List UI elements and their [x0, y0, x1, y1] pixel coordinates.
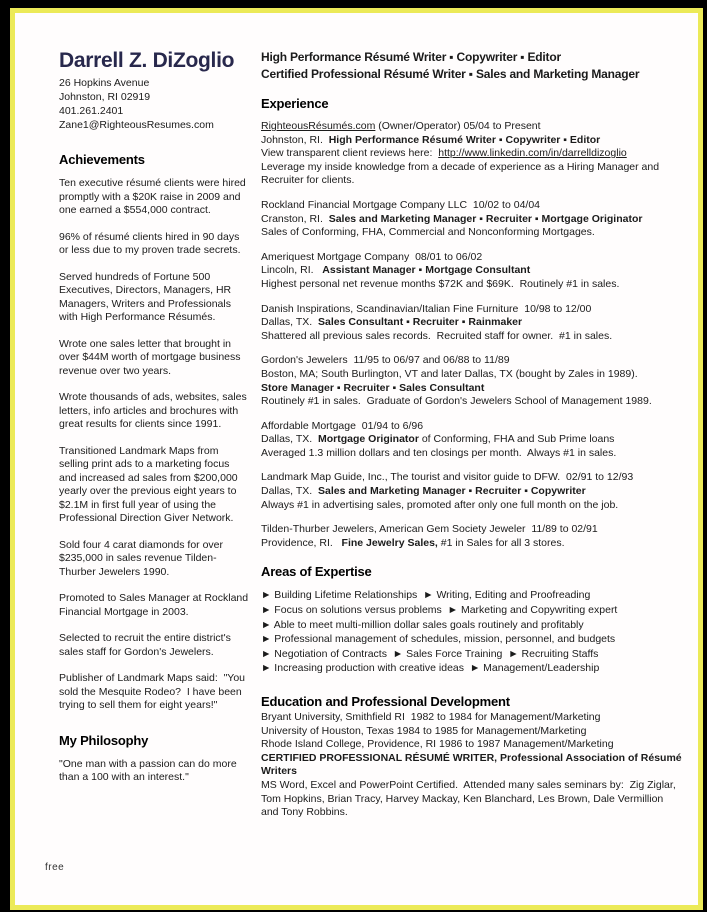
linkedin-link[interactable]: http://www.linkedin.com/in/darrelldizoglio	[438, 147, 627, 160]
achievement-paragraph: Selected to recruit the entire district's sales staff for Gordon's Jewelers.	[59, 632, 234, 658]
job-location: Dallas, TX.	[261, 316, 318, 329]
job-role-line	[261, 433, 682, 447]
job-company-line: Ameriquest Mortgage Company 08/01 to 06/02	[261, 250, 483, 263]
job-location: Dallas, TX.	[261, 433, 318, 446]
job-entry-danish-inspirations	[261, 303, 682, 344]
job-role: Sales and Marketing Manager ▪ Recruiter ▪ Mortgage Originator	[328, 212, 643, 225]
achievement-paragraph: Ten executive résumé clients were hired promptly with a $20K raise in 2009 and one earned a $554,000 contract.	[59, 177, 249, 216]
job-location-line: Boston, MA; South Burlington, VT and later Dallas, TX (bought by Zales in 1989).	[261, 367, 638, 380]
expertise-item: ► Professional management of schedules, mission, personnel, and budgets	[261, 633, 616, 646]
experience-heading: Experience	[261, 96, 329, 111]
education-line: Rhode Island College, Providence, RI 1986 to 1987 Management/Marketing	[261, 738, 614, 751]
job-role-line	[261, 134, 682, 148]
job-description: Routinely #1 in sales. Graduate of Gordon's Jewelers School of Management 1989.	[261, 395, 652, 408]
job-company-line: Landmark Map Guide, Inc., The tourist and visitor guide to DFW. 02/91 to 12/93	[261, 471, 634, 484]
email-address: Zane1@RighteousResumes.com	[59, 119, 214, 131]
job-entry-gordons-jewelers	[261, 354, 682, 408]
job-entry-righteousresumes	[261, 120, 682, 188]
job-entry-tilden-thurber	[261, 523, 682, 550]
job-role: High Performance Résumé Writer ▪ Copywriter ▪ Editor	[328, 133, 601, 146]
job-role-rest: of Conforming, FHA and Sub Prime loans	[418, 433, 615, 446]
expertise-item: ► Increasing production with creative ideas ► Management/Leadership	[261, 662, 600, 675]
achievement-paragraph: 96% of résumé clients hired in 90 days or less due to my proven trade secrets.	[59, 230, 243, 256]
job-description: Averaged 1.3 million dollars and ten closings per month. Always #1 in sales.	[261, 446, 617, 459]
job-entry-landmark-map-guide	[261, 471, 682, 512]
expertise-item: ► Negotiation of Contracts ► Sales Force Training ► Recruiting Staffs	[261, 647, 599, 660]
job-role: Mortgage Originator	[318, 433, 419, 446]
resume-page	[15, 13, 698, 905]
headline-line-2: Certified Professional Résumé Writer ▪ Sales and Marketing Manager	[261, 66, 640, 81]
job-role-line	[261, 485, 682, 499]
job-role-rest: #1 in Sales for all 3 stores.	[437, 536, 565, 549]
headline-line-1: High Performance Résumé Writer ▪ Copywriter ▪ Editor	[261, 50, 561, 64]
job-entry-affordable-mortgage	[261, 420, 682, 461]
job-description: Always #1 in advertising sales, promoted after only one full month on the job.	[261, 498, 619, 511]
company-website-link[interactable]: RighteousRésumés.com	[261, 120, 376, 132]
philosophy-heading: My Philosophy	[59, 732, 149, 748]
education-line: University of Houston, Texas 1984 to 1985 for Management/Marketing	[261, 724, 587, 737]
free-watermark: free	[45, 862, 65, 873]
job-description: Leverage my inside knowledge from a decade of experience as a Hiring Manager and Recruiter for clients.	[261, 160, 662, 187]
achievement-paragraph: Wrote one sales letter that brought in over $44M worth of mortgage business revenue over two years.	[59, 337, 244, 377]
candidate-name: Darrell Z. DiZoglio	[59, 49, 235, 72]
job-location: Dallas, TX.	[261, 485, 318, 498]
job-entry-rockland	[261, 199, 682, 240]
phone-number: 401.261.2401	[59, 105, 124, 117]
job-role: Store Manager ▪ Recruiter ▪ Sales Consultant	[261, 381, 485, 394]
job-role-line	[261, 316, 682, 330]
address-line-2: Johnston, RI 02919	[59, 91, 151, 103]
expertise-item: ► Focus on solutions versus problems ► Marketing and Copywriting expert	[261, 604, 618, 617]
address-line-1: 26 Hopkins Avenue	[59, 77, 150, 89]
achievement-paragraph: Publisher of Landmark Maps said: "You sold the Mesquite Rodeo? I have been trying to sell them for eight years!"	[59, 672, 248, 711]
reviews-label: View transparent client reviews here:	[261, 147, 439, 160]
job-reviews-line	[261, 147, 682, 161]
job-location: Cranston, RI.	[261, 212, 329, 225]
job-role-line	[261, 264, 682, 278]
job-company-line	[261, 120, 682, 134]
job-description: Shattered all previous sales records. Recruited staff for owner. #1 in sales.	[261, 329, 613, 342]
yellow-page-border	[10, 8, 703, 910]
left-column	[59, 49, 252, 905]
job-company-line: Rockland Financial Mortgage Company LLC 10/02 to 04/04	[261, 198, 540, 211]
job-role-line	[261, 213, 682, 227]
education-line: Bryant University, Smithfield RI 1982 to 1984 for Management/Marketing	[261, 711, 601, 723]
job-location: Providence, RI.	[261, 536, 342, 549]
achievements-heading: Achievements	[59, 152, 145, 167]
achievement-paragraph: Wrote thousands of ads, websites, sales letters, info articles and brochures with great results for clients since 1991.	[59, 391, 250, 430]
achievement-paragraph: Promoted to Sales Manager at Rockland Financial Mortgage in 2003.	[59, 592, 252, 618]
achievement-paragraph: Served hundreds of Fortune 500 Executives, Directors, Managers, HR Managers, Writers and Professionals with High Performance Résumés.	[59, 270, 235, 323]
job-company-line: Tilden-Thurber Jewelers, American Gem Society Jeweler 11/89 to 02/91	[261, 523, 598, 536]
achievement-paragraph: Transitioned Landmark Maps from selling print ads to a marketing focus and increased ad sales from $200,000 yearly over the previous eight years to $2.1M in first full year of using the Professional Direction Giver Network.	[59, 444, 241, 524]
job-role: Sales Consultant ▪ Recruiter ▪ Rainmaker	[318, 316, 523, 329]
education-heading: Education and Professional Development	[261, 694, 510, 709]
job-location: Lincoln, RI.	[261, 264, 323, 277]
philosophy-quote: "One man with a passion can do more than a 100 with an interest."	[59, 757, 240, 783]
right-column	[249, 49, 685, 905]
education-certification-line: CERTIFIED PROFESSIONAL RÉSUMÉ WRITER, Professional Association of Résumé Writers	[261, 751, 685, 778]
job-company-line: Affordable Mortgage 01/94 to 6/96	[261, 419, 424, 432]
expertise-heading: Areas of Expertise	[261, 564, 372, 580]
achievement-paragraph: Sold four 4 carat diamonds for over $235,000 in sales revenue Tilden-Thurber Jewelers 1990.	[59, 538, 226, 578]
job-role: Fine Jewelry Sales,	[341, 536, 438, 549]
job-role: Assistant Manager ▪ Mortgage Consultant	[322, 264, 531, 277]
job-company-line: Danish Inspirations, Scandinavian/Italian Fine Furniture 10/98 to 12/00	[261, 302, 592, 315]
job-location: Johnston, RI.	[261, 133, 329, 146]
job-description: Sales of Conforming, FHA, Commercial and Nonconforming Mortgages.	[261, 226, 595, 239]
expertise-item: ► Able to meet multi-million dollar sales goals routinely and profitably	[261, 618, 584, 631]
job-description: Highest personal net revenue months $72K and $69K. Routinely #1 in sales.	[261, 277, 620, 290]
job-company-line: Gordon's Jewelers 11/95 to 06/97 and 06/88 to 11/89	[261, 354, 510, 367]
job-role: Sales and Marketing Manager ▪ Recruiter ▪ Copywriter	[318, 485, 586, 498]
expertise-item: ► Building Lifetime Relationships ► Writing, Editing and Proofreading	[261, 589, 591, 602]
job-entry-ameriquest	[261, 251, 682, 292]
education-seminars-line: MS Word, Excel and PowerPoint Certified. Attended many sales seminars by: Zig Ziglar, Tom Hopkins, Brian Tracy, Harvey Mackay, Ken Blanchard, Les Brown, Dale Vermillion and Tony Robbins.	[261, 778, 679, 819]
job-company-rest: (Owner/Operator) 05/04 to Present	[375, 120, 541, 132]
job-role-line	[261, 537, 682, 551]
